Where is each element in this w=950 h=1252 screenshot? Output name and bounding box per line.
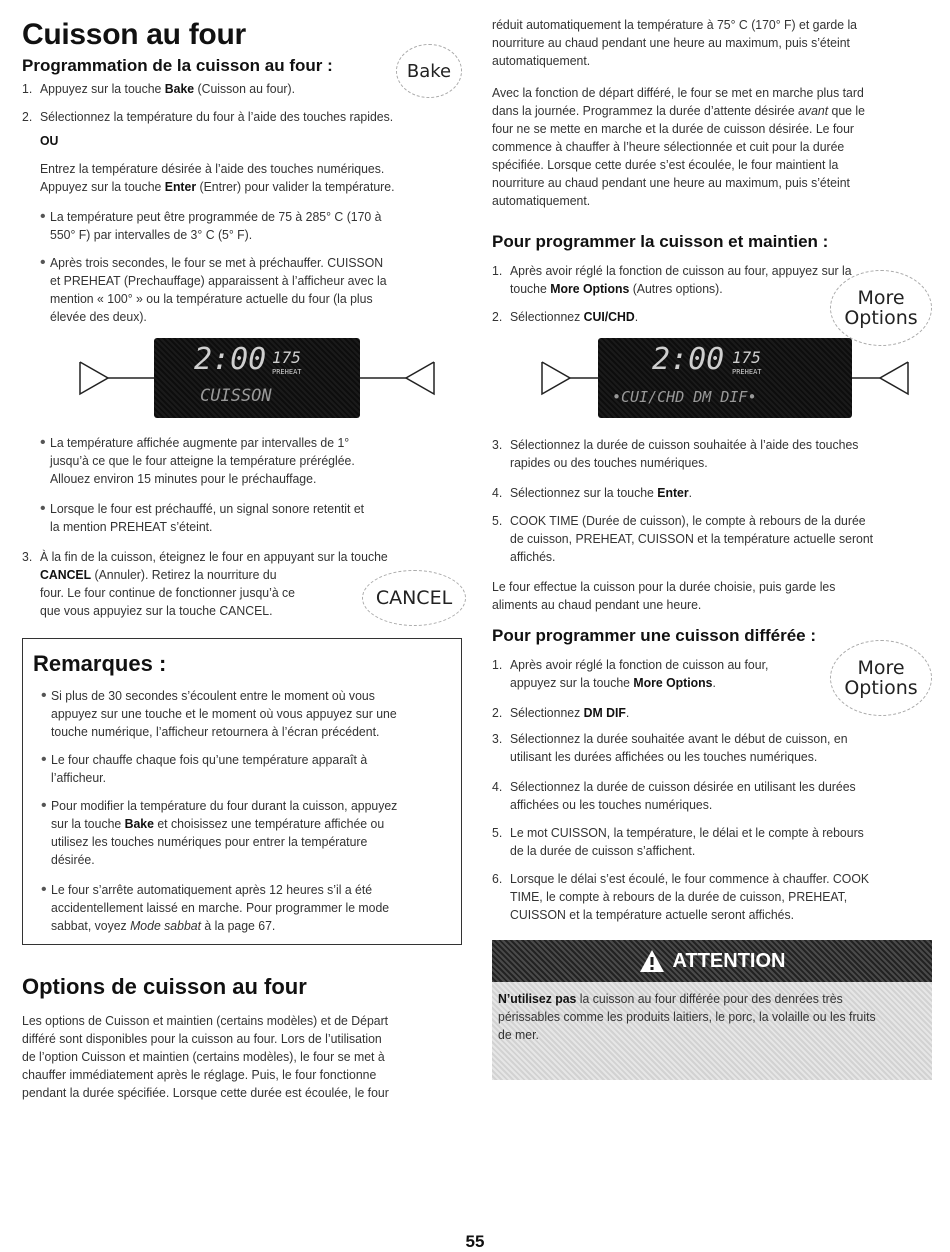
- page-number: 55: [465, 1232, 485, 1251]
- more-options-key-icon: More Options: [830, 270, 932, 346]
- display-text: •CUI/CHD DM DIF•: [612, 388, 757, 406]
- options-heading: Options de cuisson au four: [22, 974, 307, 999]
- display-text: CUISSON: [200, 386, 272, 406]
- differee-heading: Pour programmer une cuisson différée :: [492, 626, 817, 645]
- paragraph-after-cooking: Le four effectue la cuisson pour la durée choisie, puis garde les aliments au chaud pendant une heure.: [492, 579, 836, 612]
- display-preheat: PREHEAT: [732, 368, 762, 376]
- arrow-right-icon: [536, 360, 600, 396]
- maintien-heading: Pour programmer la cuisson et maintien :: [492, 232, 829, 251]
- attention-box: [492, 940, 932, 1080]
- display-time: 2:00: [652, 342, 725, 377]
- arrow-right-icon: [72, 360, 156, 396]
- display-temp: 175: [272, 348, 301, 367]
- attention-header: ATTENTION: [492, 940, 932, 982]
- oven-display-1: [72, 338, 442, 418]
- cancel-key-icon: CANCEL: [362, 570, 466, 626]
- paragraph-delayed-start: Avec la fonction de départ différé, le four se met en marche plus tard dans la journée. Programmez la durée d’attente désirée avant que le four ne se mette en marche et la durée de cuisson désirée. Le four commence à chauffer à l’heure sélectionnée et cuit pour la durée spécifiée. Lorsque cette durée s’est écoulée, le four maintient la nourriture au chaud pendant une heure au maximum, puis s’éteint automatiquement.: [492, 85, 865, 208]
- step-2b: Entrez la température désirée à l’aide des touches numériques. Appuyez sur la touche Enter (Entrer) pour valider la température.: [40, 161, 395, 194]
- display-temp: 175: [732, 348, 761, 367]
- options-paragraph: Les options de Cuisson et maintien (certains modèles) et de Départ différé sont disponibles pour la cuisson au four. Lors de l’utilisation de l’option Cuisson et maintien (certains modèles), le four se met à chauffer immédiatement après le réglage. Puis, le four fonctionne pendant la durée spécifiée. Lorsque cette durée est écoulée, le four: [22, 1013, 389, 1100]
- display-time: 2:00: [194, 342, 267, 377]
- display-screen: [154, 338, 360, 418]
- arrow-left-icon: [358, 360, 442, 396]
- warning-triangle-icon: [639, 949, 665, 973]
- paragraph-continued: réduit automatiquement la température à 75° C (170° F) et garde la nourriture au chaud pendant une heure au maximum, puis s’éteint automatiquement.: [492, 17, 857, 68]
- page-title: Cuisson au four: [22, 18, 246, 51]
- more-options-key-icon: More Options: [830, 640, 932, 716]
- display-screen: [598, 338, 852, 418]
- remarques-box: Remarques : • Si plus de 30 secondes s’écoulent entre le moment où vous appuyez sur une touche et le moment où vous appuyez sur une touche numérique, l’afficheur retournera à l’écran précédent. • Le four chauffe chaque fois qu’une température apparaît à l’afficheur. • Pour modifier la température du four durant la cuisson, appuyez sur la touche Bake et choisissez une température affichée ou utilisez les touches numériques pour entrer la température désirée. • Le four s’arrête automatiquement après 12 heures s’il a été accidentellement laissé en marche. Pour programmer le mode sabbat, voyez Mode sabbat à la page 67.: [22, 638, 462, 945]
- attention-text: N’utilisez pas la cuisson au four différée pour des denrées très périssables comme les produits laitiers, le porc, la volaille ou les fruits de mer.: [498, 991, 876, 1042]
- display-preheat: PREHEAT: [272, 368, 302, 376]
- remarques-title: Remarques :: [33, 651, 167, 676]
- bake-key-icon: Bake: [396, 44, 462, 98]
- prog-heading: Programmation de la cuisson au four :: [22, 56, 333, 75]
- ou-label: OU: [40, 133, 59, 148]
- oven-display-2: [536, 338, 916, 418]
- arrow-left-icon: [850, 360, 916, 396]
